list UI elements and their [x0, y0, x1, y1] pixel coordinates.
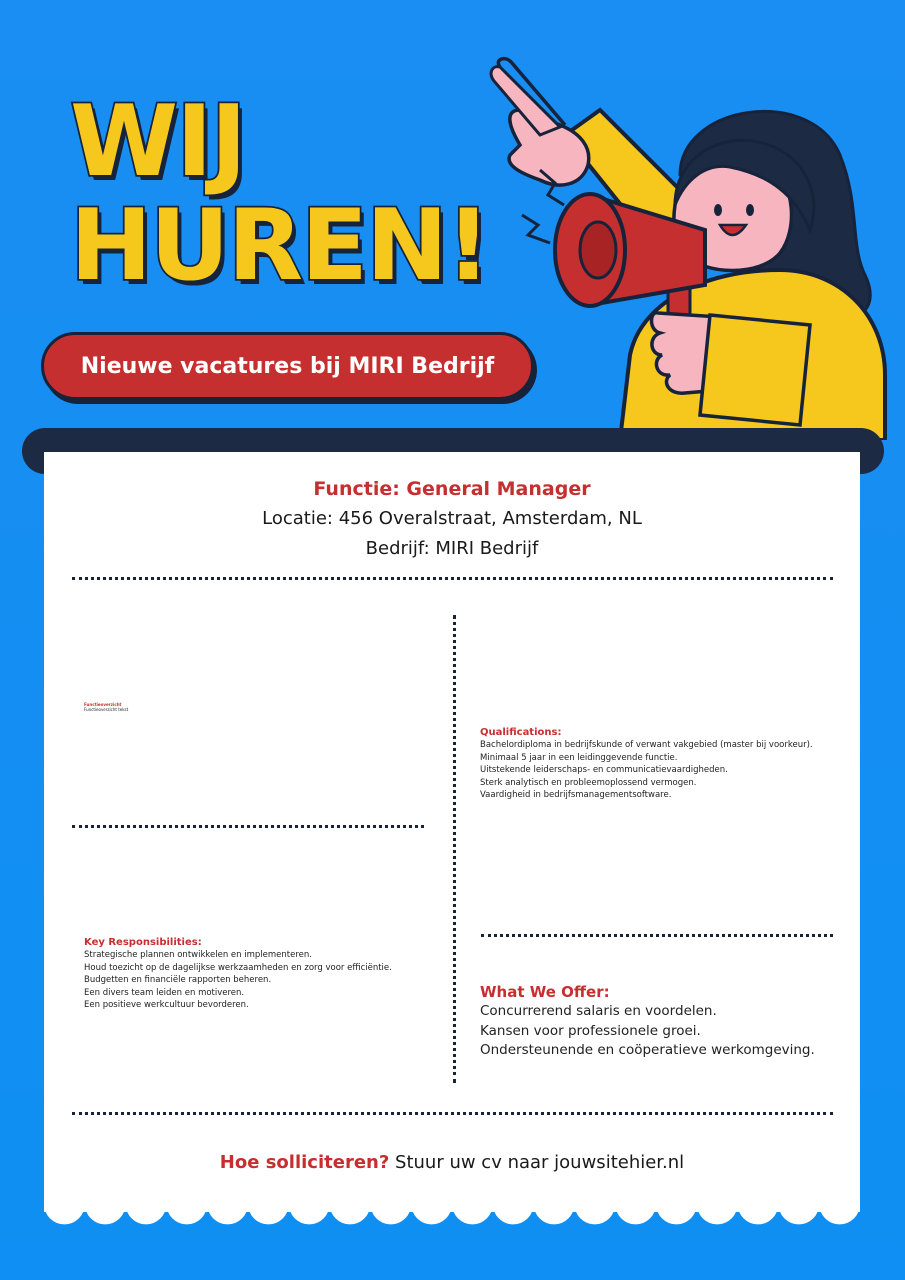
offer-title: What We Offer: [480, 983, 610, 1001]
divider-left [72, 825, 424, 828]
responsibility-item: Een divers team leiden en motiveren. [84, 987, 245, 998]
responsibility-item: Budgetten en financiële rapporten beheren. [84, 975, 272, 985]
responsibility-item: Strategische plannen ontwikkelen en implementeren. [84, 950, 312, 960]
divider-bottom [72, 1112, 833, 1115]
apply-text: Stuur uw cv naar jouwsitehier.nl [395, 1152, 685, 1173]
offer-item: Ondersteunende en coöperatieve werkomgeving. [480, 1042, 815, 1058]
overview-title: Functieoverzicht [84, 702, 122, 707]
job-company: Bedrijf: MIRI Bedrijf [365, 538, 539, 559]
headline-line-1: WIJ [70, 85, 246, 199]
divider-vertical [453, 615, 456, 1083]
responsibility-item: Een positieve werkcultuur bevorderen. [84, 1000, 249, 1010]
qualification-item: Vaardigheid in bedrijfsmanagementsoftware. [480, 790, 672, 800]
woman-megaphone-illustration [480, 55, 905, 440]
qualification-item: Sterk analytisch en probleemoplossend vermogen. [480, 777, 697, 788]
offer-section [480, 982, 840, 1061]
qualifications-section [480, 726, 840, 802]
qualification-item: Uitstekende leiderschaps- en communicatievaardigheden. [480, 765, 728, 775]
headline [70, 85, 489, 303]
headline-line-2: HUREN! [70, 189, 489, 303]
scalloped-edge [44, 1188, 860, 1228]
job-posting-card [44, 452, 860, 1212]
overview-section [84, 702, 384, 712]
apply-line [44, 1152, 860, 1173]
qualifications-title: Qualifications: [480, 727, 562, 738]
offer-item: Kansen voor professionele groei. [480, 1022, 701, 1039]
overview-text: Functieoverzicht tekst [84, 707, 129, 712]
responsibility-item: Houd toezicht op de dagelijkse werkzaamheden en zorg voor efficiëntie. [84, 962, 392, 973]
divider-top [72, 577, 833, 580]
job-title: Functie: General Manager [313, 478, 591, 500]
qualification-item: Bachelordiploma in bedrijfskunde of verwant vakgebied (master bij voorkeur). [480, 740, 813, 750]
apply-lead: Hoe solliciteren? [219, 1152, 390, 1173]
responsibilities-title: Key Responsibilities: [84, 937, 202, 948]
job-location: Locatie: 456 Overalstraat, Amsterdam, NL [262, 508, 642, 529]
vacancy-pill: Nieuwe vacatures bij MIRI Bedrijf [41, 332, 534, 400]
offer-item: Concurrerend salaris en voordelen. [480, 1003, 717, 1019]
qualification-item: Minimaal 5 jaar in een leidinggevende functie. [480, 752, 678, 763]
divider-right [481, 934, 833, 937]
responsibilities-section [84, 936, 424, 1012]
